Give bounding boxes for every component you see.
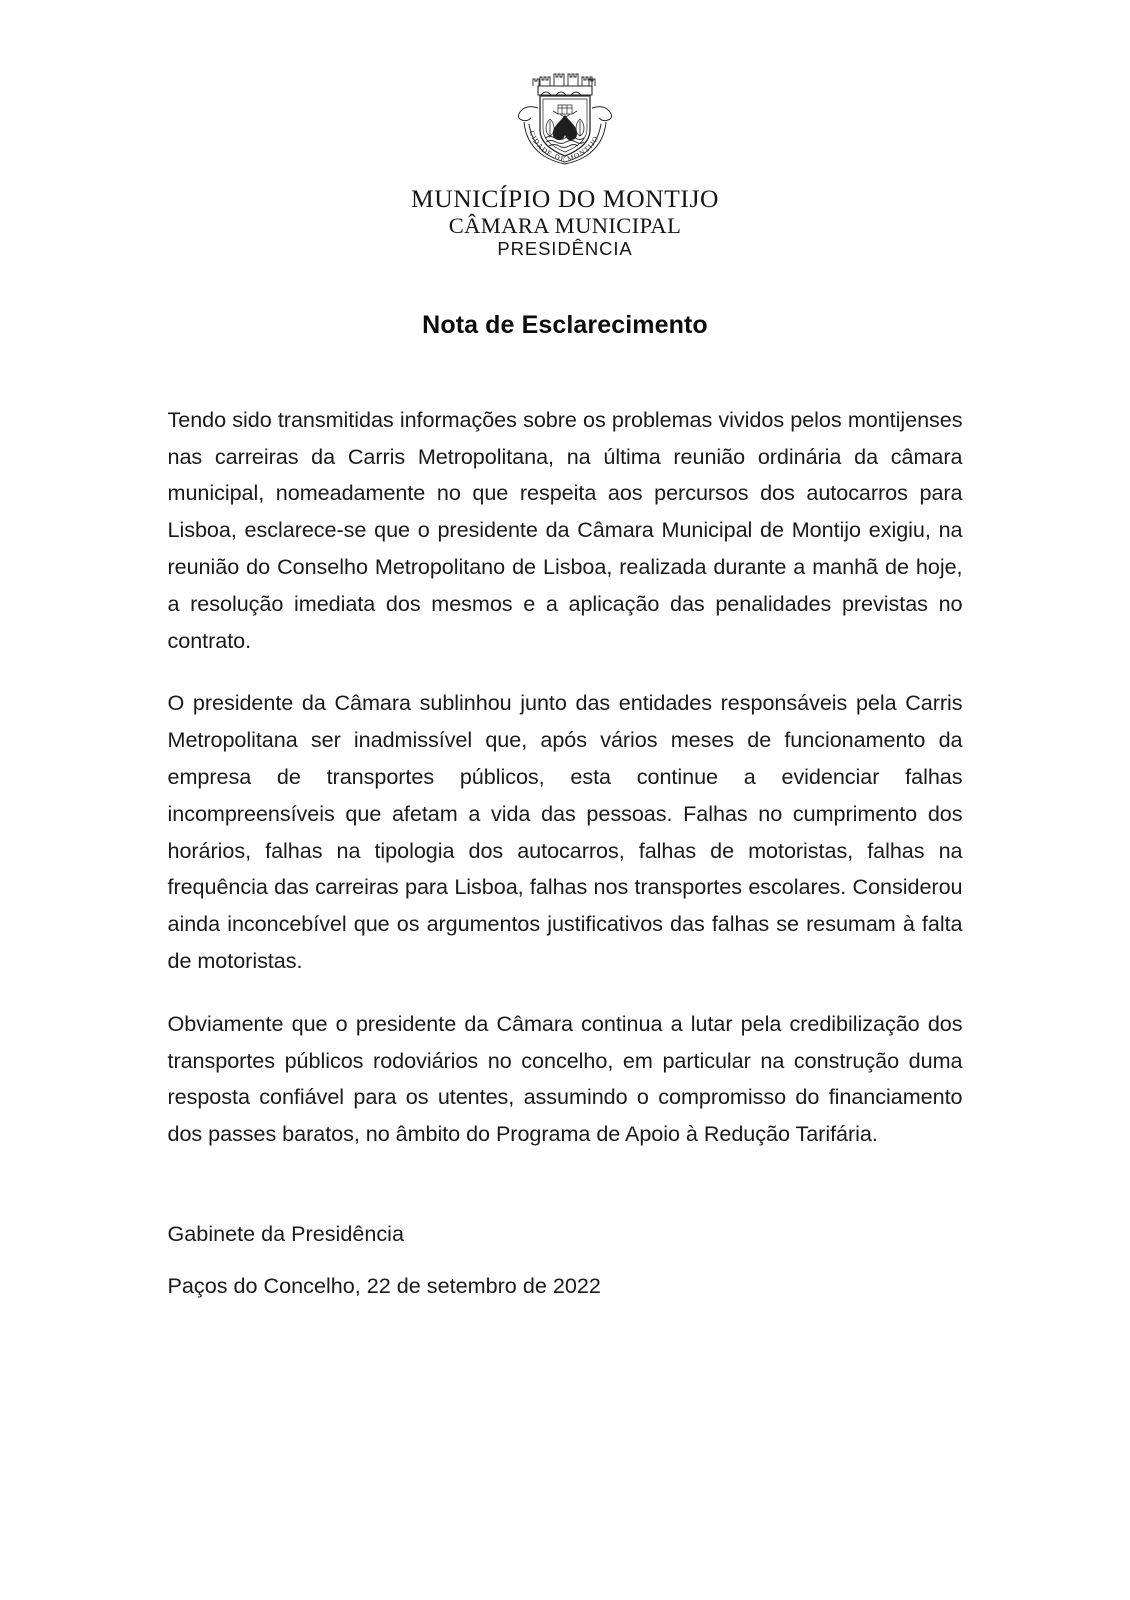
crest-ribbon-text: CIDADE DE MONTIJO [527, 129, 601, 165]
signature-office: Gabinete da Presidência [167, 1220, 404, 1246]
letterhead [0, 0, 1130, 259]
document-body [168, 340, 963, 1153]
body-paragraph: Obviamente que o presidente da Câmara continua a lutar pela credibilização dos transportes públicos rodoviários no concelho, em particular na construção duma resposta confiável para os utentes, assumindo o compromisso do financiamento dos passes baratos, no âmbito do Programa de Apoio à Redução Tarifária. [167, 1010, 963, 1147]
body-paragraph: O presidente da Câmara sublinhou junto das entidades responsáveis pela Carris Metropolitana ser inadmissível que, após vários meses de funcionamento da empresa de transportes públicos, esta continue a evidenciar falhas incompreensíveis que afetam a vida das pessoas. Falhas no cumprimento dos horários, falhas na tipologia dos autocarros, falhas de motoristas, falhas na frequência das carreiras para Lisboa, falhas nos transportes escolares. Considerou ainda inconcebível que os argumentos justificativos das falhas se resumam à falta de motoristas. [167, 690, 963, 973]
municipal-coat-of-arms-icon [500, 52, 630, 180]
document-title: Nota de Esclarecimento [422, 310, 708, 339]
organization-name-block [411, 186, 719, 259]
org-line-department: PRESIDÊNCIA [497, 238, 633, 260]
signature-place-date: Paços do Concelho, 22 de setembro de 2022 [167, 1272, 601, 1298]
body-paragraph: Tendo sido transmitidas informações sobre os problemas vividos pelos montijenses nas carreiras da Carris Metropolitana, na última reunião ordinária da câmara municipal, nomeadamente no que respeita aos percursos dos autocarros para Lisboa, esclarece-se que o presidente da Câmara Municipal de Montijo exigiu, na reunião do Conselho Metropolitano de Lisboa, realizada durante a manhã de hoje, a resolução imediata dos mesmos e a aplicação das penalidades previstas no contrato. [167, 406, 963, 653]
org-line-municipality: MUNICÍPIO DO MONTIJO [410, 184, 720, 213]
signature-block [168, 1153, 963, 1303]
org-line-city-council: CÂMARA MUNICIPAL [448, 212, 682, 238]
